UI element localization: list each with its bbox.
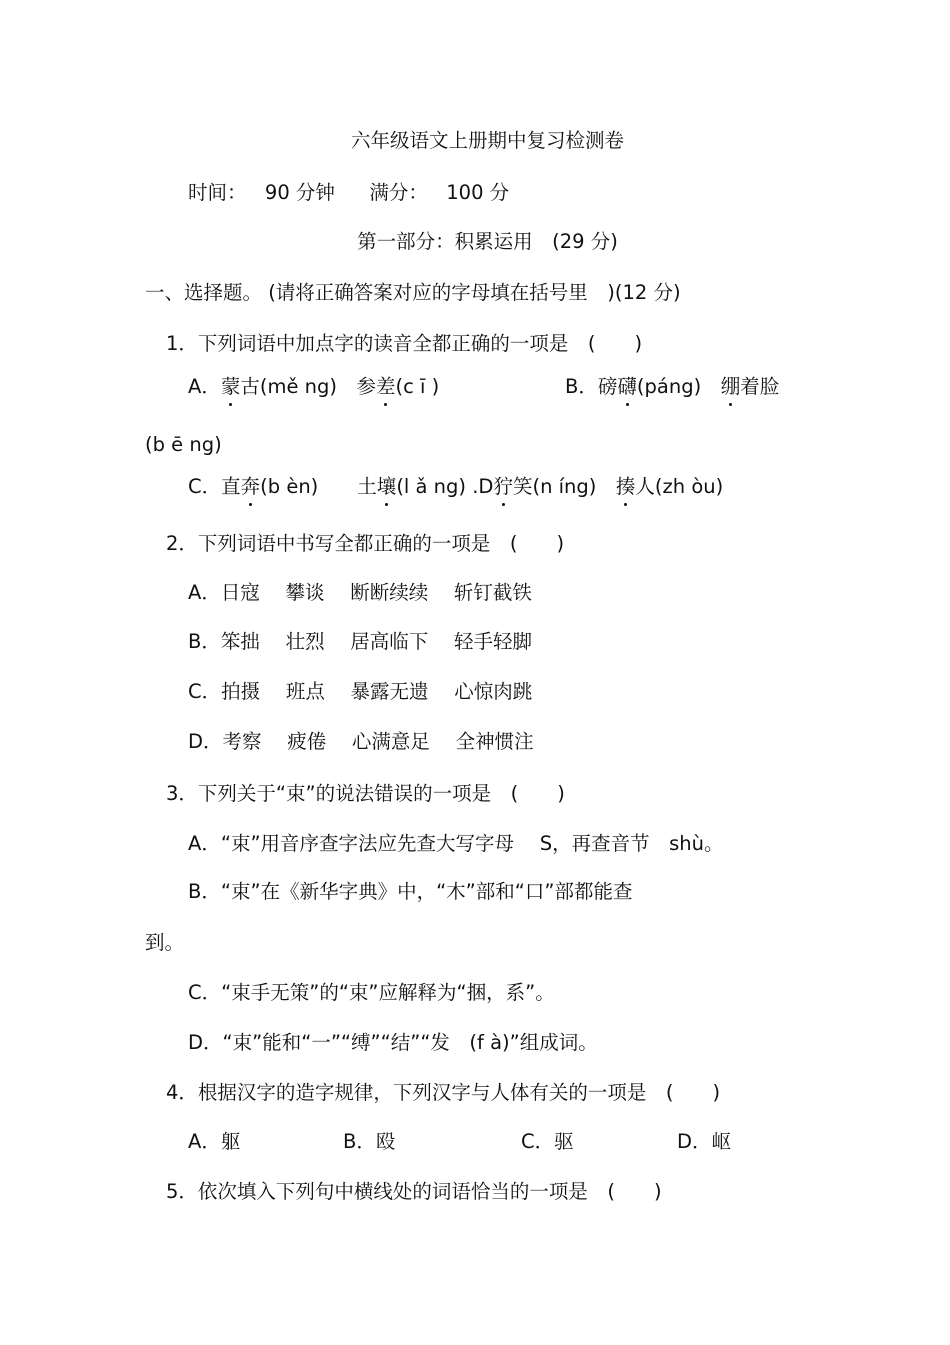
option-text: 古(mě ng) 参: [240, 375, 377, 398]
question-3-option-a: A．“束”用音序查字法应先查大写字母 S，再查音节 shù。: [188, 832, 724, 855]
question-1-option-a: [188, 374, 439, 400]
exam-meta: [188, 180, 509, 206]
option-text: 着脸: [740, 375, 780, 398]
question-2-option-a: A．日寇 攀谈 断断续续 斩钉截铁: [188, 581, 532, 604]
question-1-option-b: [565, 374, 779, 400]
option-letter: A．: [188, 375, 221, 398]
question-5-stem: 5．依次填入下列句中横线处的词语恰当的一项是 ( ): [166, 1180, 662, 1203]
option-text: B．磅: [565, 375, 618, 398]
dotted-char: 礴: [617, 375, 637, 398]
question-2-option-d: D．考察 疲倦 心满意足 全神惯注: [188, 730, 534, 753]
score-label: 满分：: [369, 181, 428, 204]
question-3-option-b-continued: 到。: [145, 931, 185, 954]
question-4-stem: 4．根据汉字的造字规律，下列汉字与人体有关的一项是 ( ): [166, 1081, 721, 1104]
question-3-option-d: D．“束”能和“一”“缚”“结”“发 (f à)”组成词。: [188, 1031, 598, 1054]
question-3-option-c: C．“束手无策”的“束”应解释为“捆，系”。: [188, 981, 555, 1004]
question-4-option-a: A．躯: [188, 1130, 241, 1153]
question-3-option-b: B．“束”在《新华字典》中，“木”部和“口”部都能查: [188, 880, 633, 903]
dotted-char: 壤: [376, 475, 397, 498]
page-title: 六年级语文上册期中复习检测卷: [350, 129, 624, 152]
option-text: 人(zh òu): [635, 475, 724, 498]
option-text: (l ǎ ng) .D: [396, 475, 494, 498]
section-heading: 一、选择题。 (请将正确答案对应的字母填在括号里 )(12 分): [145, 281, 681, 304]
question-1-option-c: [188, 474, 723, 500]
dotted-char: 狞: [493, 475, 513, 498]
dotted-char: 奔: [240, 475, 261, 498]
dotted-char: 蒙: [220, 375, 241, 398]
option-text: (b èn) 土: [260, 475, 377, 498]
time-value: 90 分钟: [264, 181, 335, 204]
question-4-option-c: C．驱: [521, 1130, 574, 1153]
dotted-char: 绷: [720, 375, 741, 398]
question-4-option-b: B．殴: [343, 1130, 396, 1153]
question-2-stem: 2．下列词语中书写全都正确的一项是 ( ): [166, 532, 565, 555]
question-3-stem: 3．下列关于“束”的说法错误的一项是 ( ): [166, 782, 565, 805]
question-4-option-d: D．岖: [677, 1130, 732, 1153]
dotted-char: 差: [376, 375, 396, 398]
dotted-char: 揍: [615, 475, 636, 498]
option-text: 笑(n íng): [512, 475, 616, 498]
option-text: (c ī ): [395, 375, 440, 398]
question-2-option-c: C．拍摄 班点 暴露无遗 心惊肉跳: [188, 680, 533, 703]
question-2-option-b: B．笨拙 壮烈 居高临下 轻手轻脚: [188, 630, 532, 653]
time-label: 时间：: [188, 181, 247, 204]
question-1-stem: 1．下列词语中加点字的读音全都正确的一项是 ( ): [166, 332, 643, 355]
question-1-option-b-continued: (b ē ng): [145, 433, 222, 456]
score-value: 100 分: [446, 181, 510, 204]
option-text: (páng): [636, 375, 721, 398]
part-heading: 第一部分：积累运用 (29 分): [357, 230, 618, 253]
option-text: C．直: [188, 475, 241, 498]
